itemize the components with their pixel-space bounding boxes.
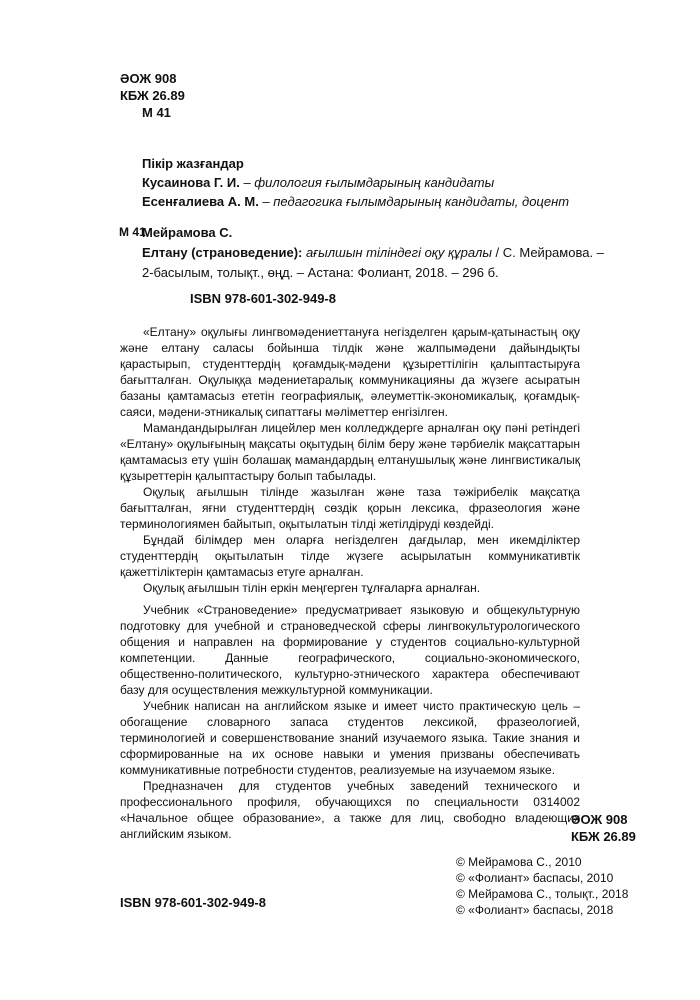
copyright-block [456, 854, 628, 918]
reviewers-block [142, 154, 569, 211]
abstract-kazakh [120, 324, 580, 596]
copyright-line: © «Фолиант» баспасы, 2010 [456, 871, 614, 885]
abstract-paragraph: «Елтану» оқулығы лингвомәдениеттануға негізделген қарым-қатынастың оқу және елтану саласы бойынша тілдік және жалпымәдени дайындықты қарастырып, студенттердің қоғамдық-мәдени құзыреттілігін қалыптастыруға бағытталған. Оқулыққа мәдениетаралық коммуникацияны да жүзеге асыратын базаны қамтамасыз ететін географиялық, әлеуметтік-экономикалық, қоғамдық-саяси, мәдени-этникалық сипаттағы мәліметтер енгізілген. [120, 325, 580, 419]
book-subtitle: ағылшын тіліндегі оқу құралы [302, 245, 492, 260]
copyright-line: © Мейрамова С., 2010 [456, 855, 582, 869]
reviewer-title: – филология ғылымдарының кандидаты [239, 175, 495, 190]
reviewer-name: Есенғалиева А. М. [142, 194, 259, 209]
book-details-2: 2-басылым, толықт., өңд. – Астана: Фолиант, 2018. – 296 б. [142, 265, 499, 280]
reviewer-line [142, 192, 569, 211]
copyright-line: © Мейрамова С., толықт., 2018 [456, 887, 629, 901]
reviewer-name: Кусаинова Г. И. [142, 175, 240, 190]
abstract-paragraph: Мамандандырылған лицейлер мен колледждерге арналған оқу пәні ретіндегі «Елтану» оқулығының мақсаты оқытудың білім беру және тәрбиелік мақсаттарын қамтамасыз ету үшін болашақ мамандардың елтанушылық және лингвистикалық құзыреттерін қалыптастыру болып табылады. [120, 421, 580, 483]
isbn-top: ISBN 978-601-302-949-8 [190, 291, 336, 306]
udc-code: ӘОЖ 908 [120, 71, 177, 86]
abstract-paragraph: Бұндай білімдер мен оларға негізделген дағдылар, мен икемділіктер студенттердің оқытылатын тілде жүзеге асырылатын коммуникативтік қажеттіліктерін қамтамасыз етуге арналған. [120, 533, 580, 579]
abstract-paragraph: Учебник «Страноведение» предусматривает языковую и общекультурную подготовку для учебной и страноведческой сферы лингвокультурологического общения и направлен на формирование у студентов социально-культурной компетенции. Данные географического, социально-экономического, общественно-политического, культурно-этнического характера обеспечивают базу для осуществления межкультурной коммуникации. [120, 603, 580, 697]
book-author: Мейрамова С. [142, 225, 233, 240]
author-mark: М 41 [142, 105, 171, 120]
book-title: Елтану (страноведение): [142, 245, 303, 260]
reviewers-heading: Пікір жазғандар [142, 156, 244, 171]
reviewer-line [142, 173, 569, 192]
copyright-line: © «Фолиант» баспасы, 2018 [456, 903, 614, 917]
reviewer-title: – педагогика ғылымдарының кандидаты, доцент [258, 194, 570, 209]
book-title-line [142, 243, 642, 263]
lbc-code: КБЖ 26.89 [120, 88, 185, 103]
classification-codes-bottom [571, 811, 636, 845]
bibliographic-author-mark: М 41 [119, 225, 146, 239]
udc-code: ӘОЖ 908 [571, 812, 628, 827]
abstract-paragraph: Оқулық ағылшын тілін еркін меңгерген тұлғаларға арналған. [143, 581, 481, 595]
abstract-russian [120, 602, 580, 842]
abstract-paragraph: Учебник написан на английском языке и имеет чисто практическую цель – обогащение словарного запаса студентов лексикой, фразеологией, терминологией и совершенствование знаний изучаемого языка. Такие знания и сформированные на их основе навыки и умения призваны обеспечивать коммуникативные потребности студентов, реализуемые на изучаемом языке. [120, 699, 580, 777]
isbn-bottom: ISBN 978-601-302-949-8 [120, 895, 266, 910]
classification-codes [120, 70, 185, 121]
lbc-code: КБЖ 26.89 [571, 829, 636, 844]
bibliographic-record [142, 223, 642, 283]
abstract-paragraph: Предназначен для студентов учебных заведений технического и профессионального профиля, обучающихся по специальности 0314002 «Начальное общее образование», а также для лиц, свободно владеющих английским языком. [120, 779, 580, 841]
abstract-paragraph: Оқулық ағылшын тілінде жазылған және таза тәжірибелік мақсатқа бағытталған, яғни студенттердің сөздік қорын лексика, фразеология және терминологиямен байытып, оқытылатын тілді жетілдіруді көздейді. [120, 485, 580, 531]
book-details-1: / С. Мейрамова. – [491, 245, 604, 260]
